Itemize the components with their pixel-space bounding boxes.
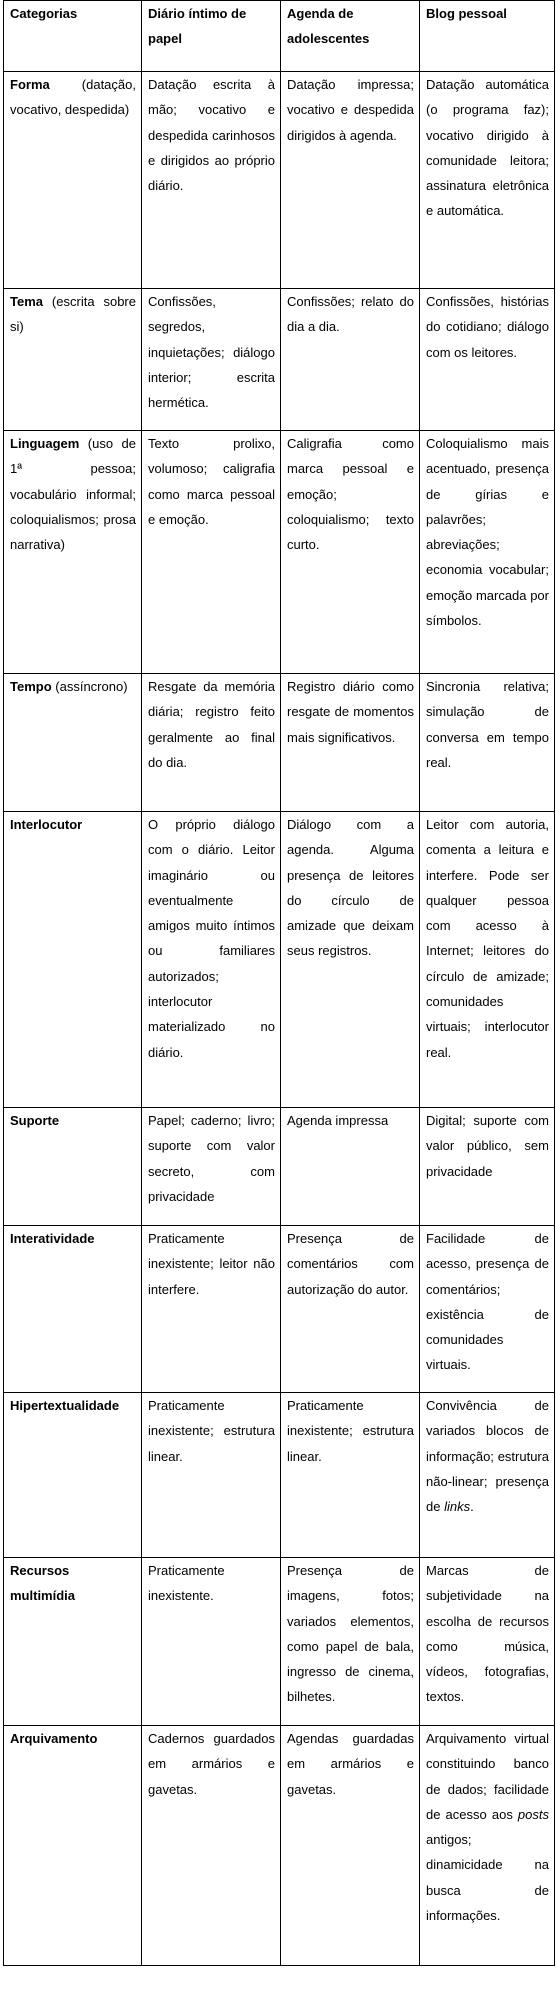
table-row xyxy=(4,1226,555,1393)
diario-cell: Praticamente inexistente. xyxy=(142,1558,281,1726)
diario-cell: O próprio diálogo com o diário. Leitor imaginário ou eventualmente amigos muito íntimos ou familiares autorizados; interlocutor materializado no diário. xyxy=(142,812,281,1108)
diario-cell: Praticamente inexistente; leitor não interfere. xyxy=(142,1226,281,1393)
category-name: Interlocutor xyxy=(10,817,83,832)
diario-cell: Resgate da memória diária; registro feito geralmente ao final do dia. xyxy=(142,674,281,812)
category-cell xyxy=(4,1108,142,1226)
category-cell xyxy=(4,431,142,674)
agenda-cell: Presença de imagens, fotos; variados elementos, como papel de bala, ingresso de cinema, bilhetes. xyxy=(281,1558,420,1726)
category-cell xyxy=(4,674,142,812)
diario-cell: Praticamente inexistente; estrutura linear. xyxy=(142,1393,281,1558)
header-categorias: Categorias xyxy=(4,1,142,72)
table-row xyxy=(4,812,555,1108)
blog-cell: Marcas de subjetividade na escolha de recursos como música, vídeos, fotografias, textos. xyxy=(420,1558,555,1726)
header-blog: Blog pessoal xyxy=(420,1,555,72)
agenda-cell: Diálogo com a agenda. Alguma presença de leitores do círculo de amizade que deixam seus registros. xyxy=(281,812,420,1108)
category-name: Forma xyxy=(10,77,50,92)
table-row xyxy=(4,289,555,431)
blog-cell: Digital; suporte com valor público, sem privacidade xyxy=(420,1108,555,1226)
header-agenda: Agenda de adolescentes xyxy=(281,1,420,72)
table-row xyxy=(4,674,555,812)
agenda-cell: Agendas guardadas em armários e gavetas. xyxy=(281,1726,420,1966)
category-name: Hipertextualidade xyxy=(10,1398,120,1413)
blog-cell: Leitor com autoria, comenta a leitura e interfere. Pode ser qualquer pessoa com acesso à Internet; leitores do círculo de amizade; comunidades virtuais; interlocutor real. xyxy=(420,812,555,1108)
category-name: Arquivamento xyxy=(10,1731,98,1746)
category-name: Linguagem xyxy=(10,436,80,451)
category-name: Tema xyxy=(10,294,43,309)
comparison-table xyxy=(3,0,555,1966)
category-name: Suporte xyxy=(10,1113,60,1128)
diario-cell: Cadernos guardados em armários e gavetas. xyxy=(142,1726,281,1966)
table-row xyxy=(4,1558,555,1726)
table-row xyxy=(4,431,555,674)
category-cell xyxy=(4,1558,142,1726)
category-cell xyxy=(4,1726,142,1966)
table-row xyxy=(4,1108,555,1226)
diario-cell: Texto prolixo, volumoso; caligrafia como marca pessoal e emoção. xyxy=(142,431,281,674)
blog-cell: Arquivamento virtual constituindo banco de dados; facilidade de acesso aos posts antigos; dinamicidade na busca de informações. xyxy=(420,1726,555,1966)
category-cell xyxy=(4,289,142,431)
agenda-cell: Confissões; relato do dia a dia. xyxy=(281,289,420,431)
italic-term: links xyxy=(444,1499,471,1515)
category-cell xyxy=(4,1226,142,1393)
header-diario: Diário íntimo de papel xyxy=(142,1,281,72)
diario-cell: Confissões, segredos, inquietações; diálogo interior; escrita hermética. xyxy=(142,289,281,431)
blog-cell: Sincronia relativa; simulação de conversa em tempo real. xyxy=(420,674,555,812)
agenda-cell: Datação impressa; vocativo e despedida dirigidos à agenda. xyxy=(281,72,420,289)
agenda-cell: Praticamente inexistente; estrutura linear. xyxy=(281,1393,420,1558)
category-name: Recursos multimídia xyxy=(10,1563,76,1604)
category-note: (datação, vocativo, despedida) xyxy=(10,77,136,118)
italic-term: posts xyxy=(517,1806,549,1822)
category-cell xyxy=(4,812,142,1108)
category-note: (assíncrono) xyxy=(51,679,128,694)
category-note: (uso de 1ª pessoa; vocabulário informal; coloquialismos; prosa narrativa) xyxy=(10,436,136,553)
blog-cell: Coloquialismo mais acentuado, presença de gírias e palavrões; abreviações; economia vocabular; emoção marcada por símbolos. xyxy=(420,431,555,674)
agenda-cell: Caligrafia como marca pessoal e emoção; coloquialismo; texto curto. xyxy=(281,431,420,674)
category-note: (escrita sobre si) xyxy=(10,294,136,335)
category-name: Tempo xyxy=(10,679,52,694)
blog-cell: Confissões, histórias do cotidiano; diálogo com os leitores. xyxy=(420,289,555,431)
category-cell xyxy=(4,72,142,289)
diario-cell: Datação escrita à mão; vocativo e despedida carinhosos e dirigidos ao próprio diário. xyxy=(142,72,281,289)
category-cell xyxy=(4,1393,142,1558)
blog-cell: Convivência de variados blocos de informação; estrutura não-linear; presença de links. xyxy=(420,1393,555,1558)
table-row xyxy=(4,1393,555,1558)
category-name: Interatividade xyxy=(10,1231,95,1246)
agenda-cell: Agenda impressa xyxy=(281,1108,420,1226)
blog-cell: Facilidade de acesso, presença de comentários; existência de comunidades virtuais. xyxy=(420,1226,555,1393)
agenda-cell: Presença de comentários com autorização do autor. xyxy=(281,1226,420,1393)
table-row xyxy=(4,1726,555,1966)
blog-cell: Datação automática (o programa faz); vocativo dirigido à comunidade leitora; assinatura eletrônica e automática. xyxy=(420,72,555,289)
diario-cell: Papel; caderno; livro; suporte com valor secreto, com privacidade xyxy=(142,1108,281,1226)
header-row xyxy=(4,1,555,72)
table-row xyxy=(4,72,555,289)
agenda-cell: Registro diário como resgate de momentos mais significativos. xyxy=(281,674,420,812)
